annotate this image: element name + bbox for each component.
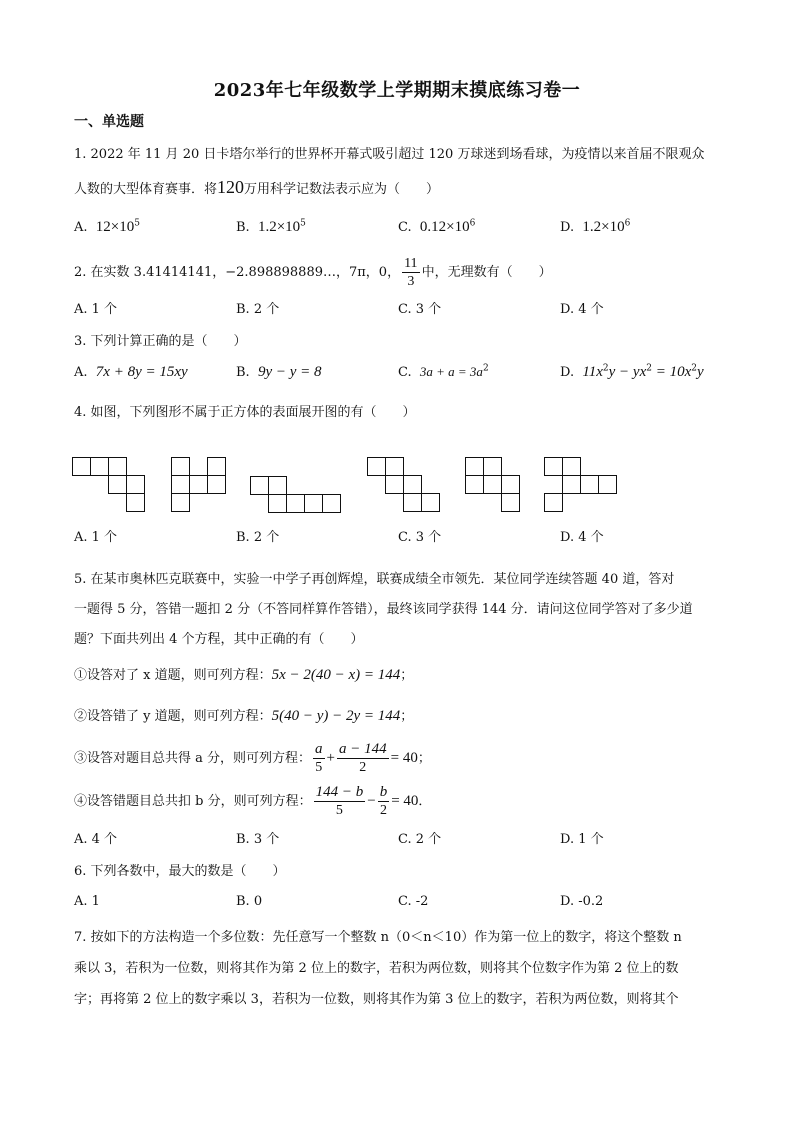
q1-option-c[interactable]: C. $0.12\times 10^6$ xyxy=(398,218,476,235)
q2-stem: 2. 在实数 3.41414141，−2.898898889…，7π，0， $\frac{11}{3}$ 中，无理数有（ ） xyxy=(74,256,552,289)
section-heading: 一、单选题 xyxy=(74,114,144,130)
q4-option-d[interactable]: D. 4 个 xyxy=(560,530,604,545)
q5-option-d[interactable]: D. 1 个 xyxy=(560,832,604,847)
net-figure-6 xyxy=(544,457,624,519)
q6-option-d[interactable]: D. -0.2 xyxy=(560,894,604,909)
q3-option-a[interactable]: A. 7x + 8y = 15xy xyxy=(74,364,188,380)
q5-option-a[interactable]: A. 4 个 xyxy=(74,832,118,847)
q7-line2: 乘以 3，若积为一位数，则将其作为第 2 位上的数字，若积为两位数，则将其个位数字作为第 2 位上的数 xyxy=(74,961,679,976)
q5-case-4: ④设答错题目总共扣 b 分，则可列方程： $\frac{144 - b}{5}$ − $\frac{b}{2}$ = 40． xyxy=(74,784,432,818)
q6-option-c[interactable]: C. -2 xyxy=(398,894,429,909)
q5-case-3: ③设答对题目总共得 a 分，则可列方程： $\frac{a}{5}$ + $\frac{a - 144}{2}$ = 40； xyxy=(74,741,431,775)
q4-stem: 4. 如图，下列图形不属于正方体的表面展开图的有（ ） xyxy=(74,405,416,420)
page-title: 2023年七年级数学上学期期末摸底练习卷一 xyxy=(213,80,581,101)
net-figure-5 xyxy=(465,457,527,519)
q5-line2: 一题得 5 分，答错一题扣 2 分（不答同样算作答错），最终该同学获得 144 分．请问这位同学答对了多少道 xyxy=(74,602,693,617)
q4-option-b[interactable]: B. 2 个 xyxy=(236,530,280,545)
q6-option-b[interactable]: B. 0 xyxy=(236,894,263,909)
q1-line2: 人数的大型体育赛事．将120万用科学记数法表示应为（ ） xyxy=(74,177,440,197)
q5-option-b[interactable]: B. 3 个 xyxy=(236,832,280,847)
q5-line1: 5. 在某市奥林匹克联赛中，实验一中学子再创辉煌，联赛成绩全市领先．某位同学连续答题 40 道，答对 xyxy=(74,572,675,587)
q4-option-a[interactable]: A. 1 个 xyxy=(74,530,118,545)
q2-option-d[interactable]: D. 4 个 xyxy=(560,302,604,317)
q1-line1: 1. 2022 年 11 月 20 日卡塔尔举行的世界杯开幕式吸引超过 120 万球迷到场看球，为疫情以来首届不限观众 xyxy=(74,147,705,162)
q6-stem: 6. 下列各数中，最大的数是（ ） xyxy=(74,864,286,879)
net-figure-4 xyxy=(367,457,447,519)
net-figure-1 xyxy=(72,457,152,519)
q2-option-a[interactable]: A. 1 个 xyxy=(74,302,118,317)
q7-line1: 7. 按如下的方法构造一个多位数：先任意写一个整数 n（0＜n＜10）作为第一位上的数字，将这个整数 n xyxy=(74,930,682,945)
q2-option-b[interactable]: B. 2 个 xyxy=(236,302,280,317)
q1-option-b[interactable]: B. $1.2\times 10^5$ xyxy=(236,218,306,235)
q3-option-b[interactable]: B. 9y − y = 8 xyxy=(236,364,322,380)
q3-stem: 3. 下列计算正确的是（ ） xyxy=(74,334,247,349)
q2-option-c[interactable]: C. 3 个 xyxy=(398,302,442,317)
net-figure-3 xyxy=(250,476,350,520)
net-figure-2 xyxy=(171,457,231,519)
q1-option-a[interactable]: A. $12\times 10^5$ xyxy=(74,218,140,235)
q7-line3: 字；再将第 2 位上的数字乘以 3，若积为一位数，则将其作为第 3 位上的数字，若积为两位数，则将其个 xyxy=(74,992,679,1007)
q1-option-d[interactable]: D. $1.2\times 10^6$ xyxy=(560,218,631,235)
q3-option-d[interactable]: D. $11x^2y - yx^2 = 10x^2y$ xyxy=(560,363,704,380)
q6-option-a[interactable]: A. 1 xyxy=(74,894,100,909)
q5-case-1: ①设答对了 x 道题，则可列方程：5x − 2(40 − x) = 144； xyxy=(74,667,414,683)
q5-line3: 题？下面共列出 4 个方程，其中正确的有（ ） xyxy=(74,632,364,647)
q4-option-c[interactable]: C. 3 个 xyxy=(398,530,442,545)
q5-case-2: ②设答错了 y 道题，则可列方程：5(40 − y) − 2y = 144； xyxy=(74,708,414,724)
q3-option-c[interactable]: C. $3a + a = 3a^2$ xyxy=(398,363,489,380)
q5-option-c[interactable]: C. 2 个 xyxy=(398,832,442,847)
